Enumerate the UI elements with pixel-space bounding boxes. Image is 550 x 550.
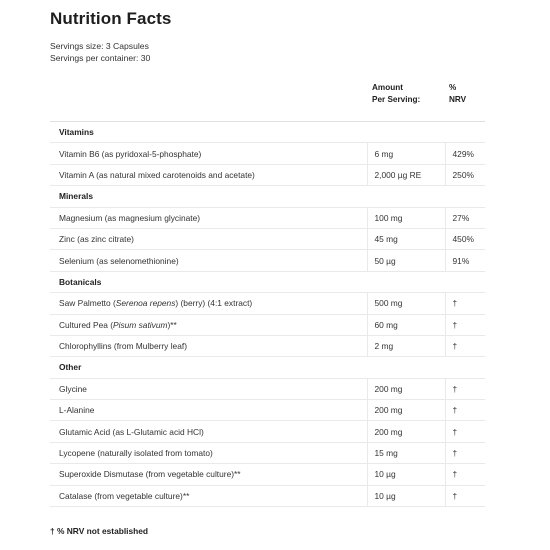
empty-cell: [445, 186, 485, 207]
empty-cell: [367, 271, 445, 292]
ingredient-name-part: ) (berry) (4:1 extract): [175, 298, 253, 309]
footnote: † % NRV not established: [50, 526, 149, 536]
empty-cell: [367, 357, 445, 378]
amount-value: 500 mg: [367, 293, 445, 314]
table-row: [50, 485, 485, 506]
ingredient-name: Superoxide Dismutase (from vegetable culture)**: [50, 464, 367, 485]
nrv-value: †: [445, 485, 485, 506]
nrv-value: †: [445, 335, 485, 356]
table-row: [50, 314, 485, 335]
nrv-value: 450%: [445, 228, 485, 249]
section-label: Botanicals: [50, 271, 367, 292]
section-label: Vitamins: [50, 122, 367, 143]
table-row: [50, 442, 485, 463]
nrv-value: 429%: [445, 143, 485, 164]
section-header-row: [50, 271, 485, 292]
ingredient-name: Selenium (as selenomethionine): [50, 250, 367, 271]
nutrition-table: [50, 121, 485, 507]
ingredient-name-part: Cultured Pea (: [59, 319, 113, 330]
empty-cell: [445, 271, 485, 292]
amount-value: 200 mg: [367, 378, 445, 399]
nrv-value: †: [445, 378, 485, 399]
nutrition-table-body: [50, 122, 485, 507]
amount-value: 2 mg: [367, 335, 445, 356]
nrv-value: †: [445, 421, 485, 442]
ingredient-name: L-Alanine: [50, 400, 367, 421]
amount-header-line2: Per Serving:: [372, 95, 421, 104]
ingredient-name: [50, 314, 367, 335]
empty-cell: [445, 122, 485, 143]
ingredient-name: Vitamin B6 (as pyridoxal-5-phosphate): [50, 143, 367, 164]
ingredient-name: Vitamin A (as natural mixed carotenoids and acetate): [50, 164, 367, 185]
amount-column-header: [372, 82, 420, 106]
table-row: [50, 143, 485, 164]
table-row: [50, 207, 485, 228]
ingredient-name: Chlorophyllins (from Mulberry leaf): [50, 335, 367, 356]
nrv-value: †: [445, 400, 485, 421]
table-row: [50, 464, 485, 485]
amount-value: 200 mg: [367, 421, 445, 442]
nrv-value: †: [445, 464, 485, 485]
section-label: Other: [50, 357, 367, 378]
nrv-value: 27%: [445, 207, 485, 228]
nrv-column-header: [449, 82, 466, 106]
table-row: [50, 164, 485, 185]
table-row: [50, 335, 485, 356]
ingredient-name: Lycopene (naturally isolated from tomato): [50, 442, 367, 463]
table-row: [50, 378, 485, 399]
table-row: [50, 228, 485, 249]
amount-value: 200 mg: [367, 400, 445, 421]
scientific-name: Serenoa repens: [115, 298, 176, 309]
amount-value: 10 µg: [367, 485, 445, 506]
ingredient-name-part: )**: [167, 319, 177, 330]
servings-per-container: Servings per container: 30: [50, 53, 151, 63]
nrv-value: †: [445, 314, 485, 335]
table-row: [50, 400, 485, 421]
amount-value: 60 mg: [367, 314, 445, 335]
amount-value: 10 µg: [367, 464, 445, 485]
empty-cell: [445, 357, 485, 378]
empty-cell: [367, 186, 445, 207]
ingredient-name: Magnesium (as magnesium glycinate): [50, 207, 367, 228]
ingredient-name: Glycine: [50, 378, 367, 399]
ingredient-name: Glutamic Acid (as L-Glutamic acid HCl): [50, 421, 367, 442]
nrv-value: 91%: [445, 250, 485, 271]
section-header-row: [50, 186, 485, 207]
table-row: [50, 250, 485, 271]
section-header-row: [50, 122, 485, 143]
nrv-value: 250%: [445, 164, 485, 185]
ingredient-name-part: Saw Palmetto (: [59, 298, 116, 309]
amount-value: 45 mg: [367, 228, 445, 249]
amount-header-line1: Amount: [372, 83, 403, 92]
amount-value: 6 mg: [367, 143, 445, 164]
table-row: [50, 293, 485, 314]
amount-value: 100 mg: [367, 207, 445, 228]
nrv-value: †: [445, 293, 485, 314]
table-row: [50, 421, 485, 442]
scientific-name: Pisum sativum: [113, 319, 168, 330]
amount-value: 2,000 µg RE: [367, 164, 445, 185]
page-title: Nutrition Facts: [50, 9, 172, 28]
empty-cell: [367, 122, 445, 143]
amount-value: 15 mg: [367, 442, 445, 463]
ingredient-name: [50, 293, 367, 314]
section-header-row: [50, 357, 485, 378]
ingredient-name: Catalase (from vegetable culture)**: [50, 485, 367, 506]
serving-size: Servings size: 3 Capsules: [50, 41, 149, 51]
ingredient-name: Zinc (as zinc citrate): [50, 228, 367, 249]
nrv-header-line1: %: [449, 83, 457, 92]
amount-value: 50 µg: [367, 250, 445, 271]
nrv-header-line2: NRV: [449, 95, 467, 104]
section-label: Minerals: [50, 186, 367, 207]
nrv-value: †: [445, 442, 485, 463]
